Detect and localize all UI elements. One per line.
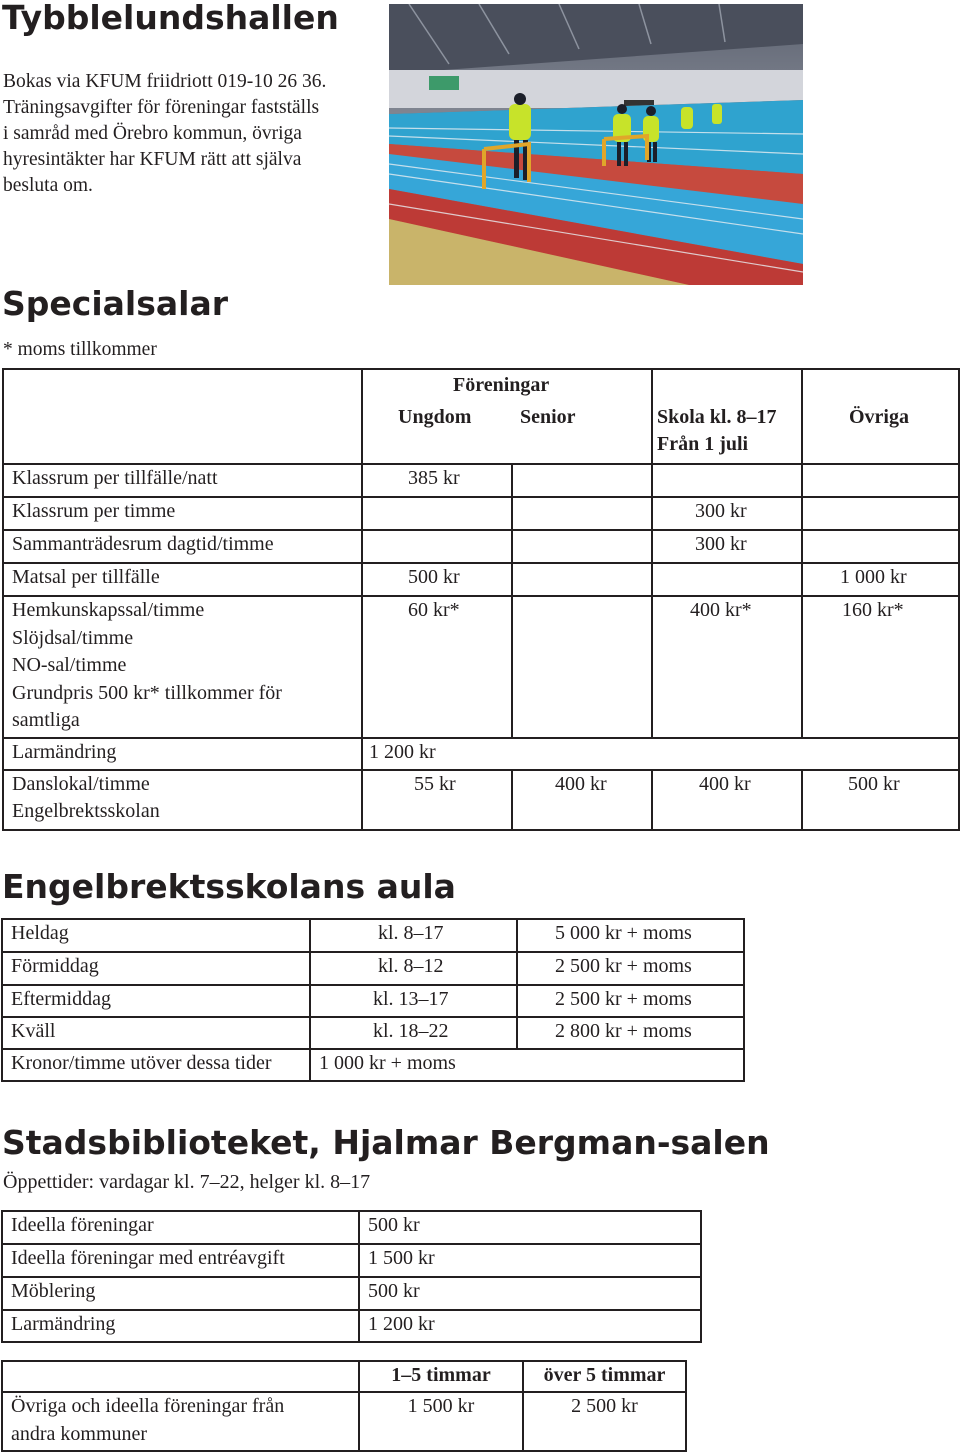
- table-row: Ideella föreningar 500 kr: [2, 1211, 701, 1244]
- table-row: Larmändring 1 200 kr: [2, 1310, 701, 1342]
- special-rooms-table: [2, 368, 960, 831]
- school-header: Skola kl. 8–17 Från 1 juli: [652, 369, 802, 464]
- special-title: Specialsalar: [2, 284, 228, 323]
- table-row: Matsal per tillfälle 500 kr 1 000 kr: [3, 563, 959, 596]
- table-header: 1–5 timmar över 5 timmar: [2, 1361, 686, 1392]
- table-row: Danslokal/timme Engelbrektsskolan 55 kr 400 kr 400 kr 500 kr: [3, 770, 959, 830]
- library-other-table: [1, 1360, 687, 1452]
- table-row: Eftermiddag kl. 13–17 2 500 kr + moms: [2, 985, 744, 1017]
- venue-title: Tybblelundshallen: [2, 0, 339, 37]
- table-row: Möblering 500 kr: [2, 1277, 701, 1310]
- table-row: Klassrum per timme 300 kr: [3, 497, 959, 530]
- aula-title: Engelbrektsskolans aula: [2, 867, 456, 906]
- venue-description: Bokas via KFUM friidriott 019-10 26 36. Träningsavgifter för föreningar fastställs i samråd med Örebro kommun, övriga hyresintäkter har KFUM rätt att själva besluta om.: [3, 71, 327, 196]
- table-row: Klassrum per tillfälle/natt 385 kr: [3, 464, 959, 497]
- aula-table: [1, 918, 745, 1082]
- other-header: Övriga: [802, 369, 959, 464]
- table-row: Ideella föreningar med entréavgift 1 500 kr: [2, 1244, 701, 1277]
- associations-header: Föreningar Ungdom Senior: [362, 369, 652, 464]
- table-row: Förmiddag kl. 8–12 2 500 kr + moms: [2, 952, 744, 985]
- table-row: Larmändring 1 200 kr: [3, 738, 959, 770]
- library-table: [1, 1210, 702, 1343]
- table-header: [3, 369, 959, 464]
- vat-note: * moms tillkommer: [3, 339, 157, 360]
- table-row: Sammanträdesrum dagtid/timme 300 kr: [3, 530, 959, 563]
- library-title: Stadsbiblioteket, Hjalmar Bergman-salen: [2, 1123, 770, 1162]
- table-row: Övriga och ideella föreningar från andra kommuner 1 500 kr 2 500 kr: [2, 1392, 686, 1451]
- table-row: Kronor/timme utöver dessa tider 1 000 kr + moms: [2, 1049, 744, 1081]
- arena-photo: [389, 4, 803, 285]
- table-row: Heldag kl. 8–17 5 000 kr + moms: [2, 919, 744, 952]
- library-hours: Öppettider: vardagar kl. 7–22, helger kl. 8–17: [3, 1171, 371, 1193]
- table-row: Kväll kl. 18–22 2 800 kr + moms: [2, 1017, 744, 1049]
- table-row: Hemkunskapssal/timme Slöjdsal/timme NO-sal/timme Grundpris 500 kr* tillkommer för samtliga 60 kr* 400 kr* 160 kr*: [3, 596, 959, 738]
